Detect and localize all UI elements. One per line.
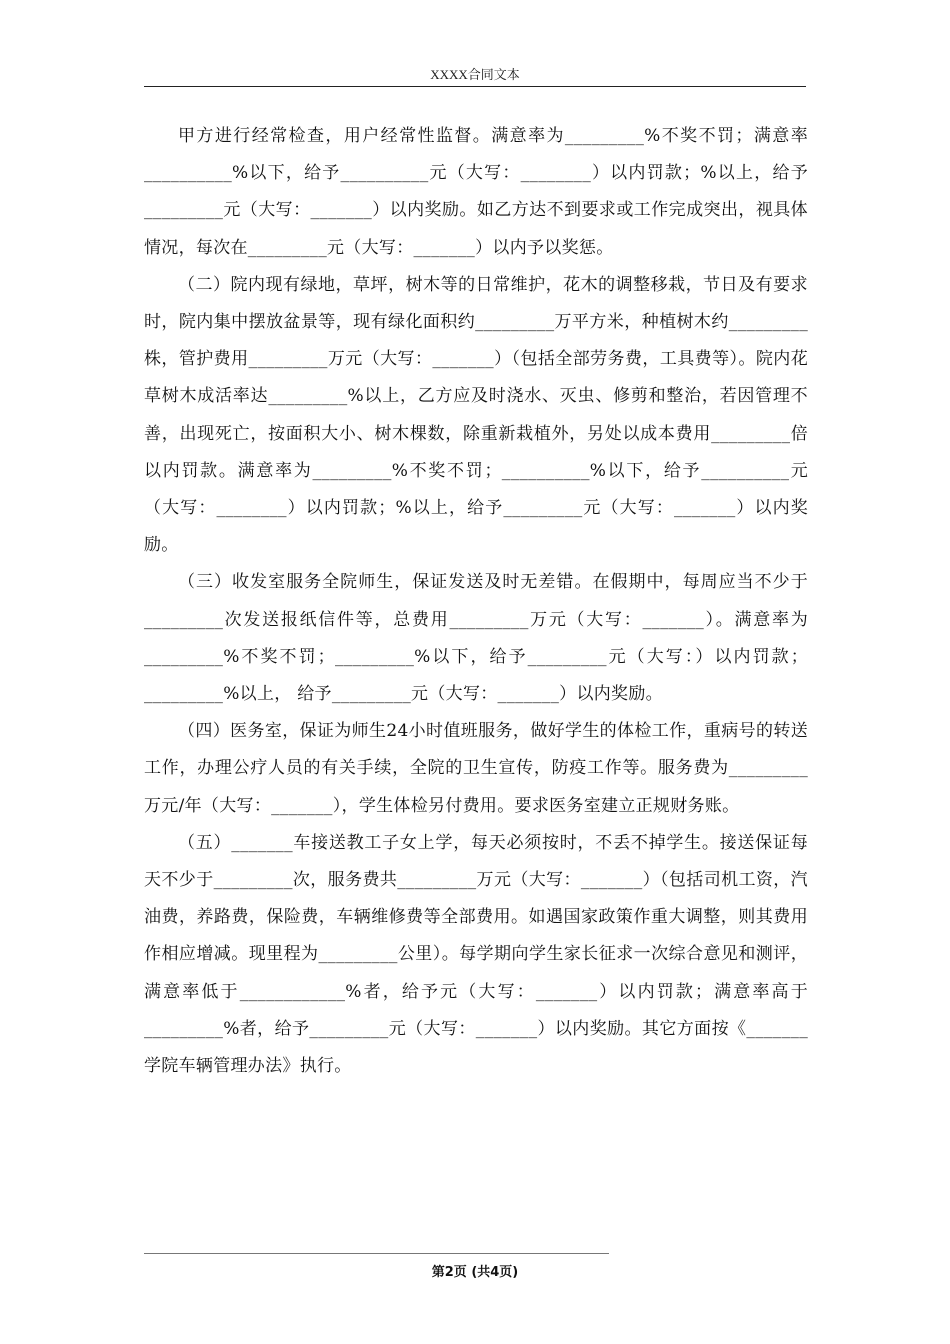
- paragraph-inspection-penalty: 甲方进行经常检查，用户经常性监督。满意率为_________%不奖不罚；满意率__________%以下，给予__________元（大写：________）以内罚款；%以上，给予_________元（大写：_______）以内奖励。如乙方达不到要求或工作完成突出，视具体情况，每次在_________元（大写：_______）以内予以奖惩。: [144, 126, 808, 258]
- page-number: 第2页 (共4页): [431, 1265, 519, 1280]
- header-divider: [144, 86, 806, 87]
- paragraph-clinic: （四）医务室，保证为师生24小时值班服务，做好学生的体检工作，重病号的转送工作，办理公疗人员的有关手续，全院的卫生宣传，防疫工作等。服务费为_________万元/年（大写：_______），学生体检另付费用。要求医务室建立正规财务账。: [144, 721, 808, 816]
- footer-divider: [144, 1253, 609, 1254]
- page-header-title: XXXX合同文本: [430, 67, 520, 82]
- paragraph-greening: （二）院内现有绿地，草坪，树木等的日常维护，花木的调整移栽，节日及有要求时，院内集中摆放盆景等，现有绿化面积约_________万平方米，种植树木约_________株，管护费用_________万元（大写：_______）（包括全部劳务费，工具费等）。院内花草树木成活率达_________%以上，乙方应及时浇水、灭虫、修剪和整治，若因管理不善，出现死亡，按面积大小、树木棵数，除重新栽植外，另处以成本费用_________倍以内罚款。满意率为_________%不奖不罚；__________%以下，给予__________元（大写：________）以内罚款；%以上，给予_________元（大写：_______）以内奖励。: [144, 274, 808, 556]
- paragraph-school-bus: （五）_______车接送教工子女上学，每天必须按时，不丢不掉学生。接送保证每天不少于_________次，服务费共_________万元（大写：_______）（包括司机工资，汽油费，养路费，保险费，车辆维修费等全部费用。如遇国家政策作重大调整，则其费用作相应增减。现里程为_________公里）。每学期向学生家长征求一次综合意见和测评，满意率低于____________%者，给予元（大写：_______）以内罚款；满意率高于_________%者，给予_________元（大写：_______）以内奖励。其它方面按《_______学院车辆管理办法》执行。: [144, 832, 808, 1077]
- contract-body: [144, 118, 808, 1085]
- paragraph-mailroom: （三）收发室服务全院师生，保证发送及时无差错。在假期中，每周应当不少于_________次发送报纸信件等，总费用_________万元（大写：_______）。满意率为_________%不奖不罚；_________%以下，给予_________元（大写：）以内罚款；_________%以上， 给予_________元（大写：_______）以内奖励。: [144, 572, 808, 705]
